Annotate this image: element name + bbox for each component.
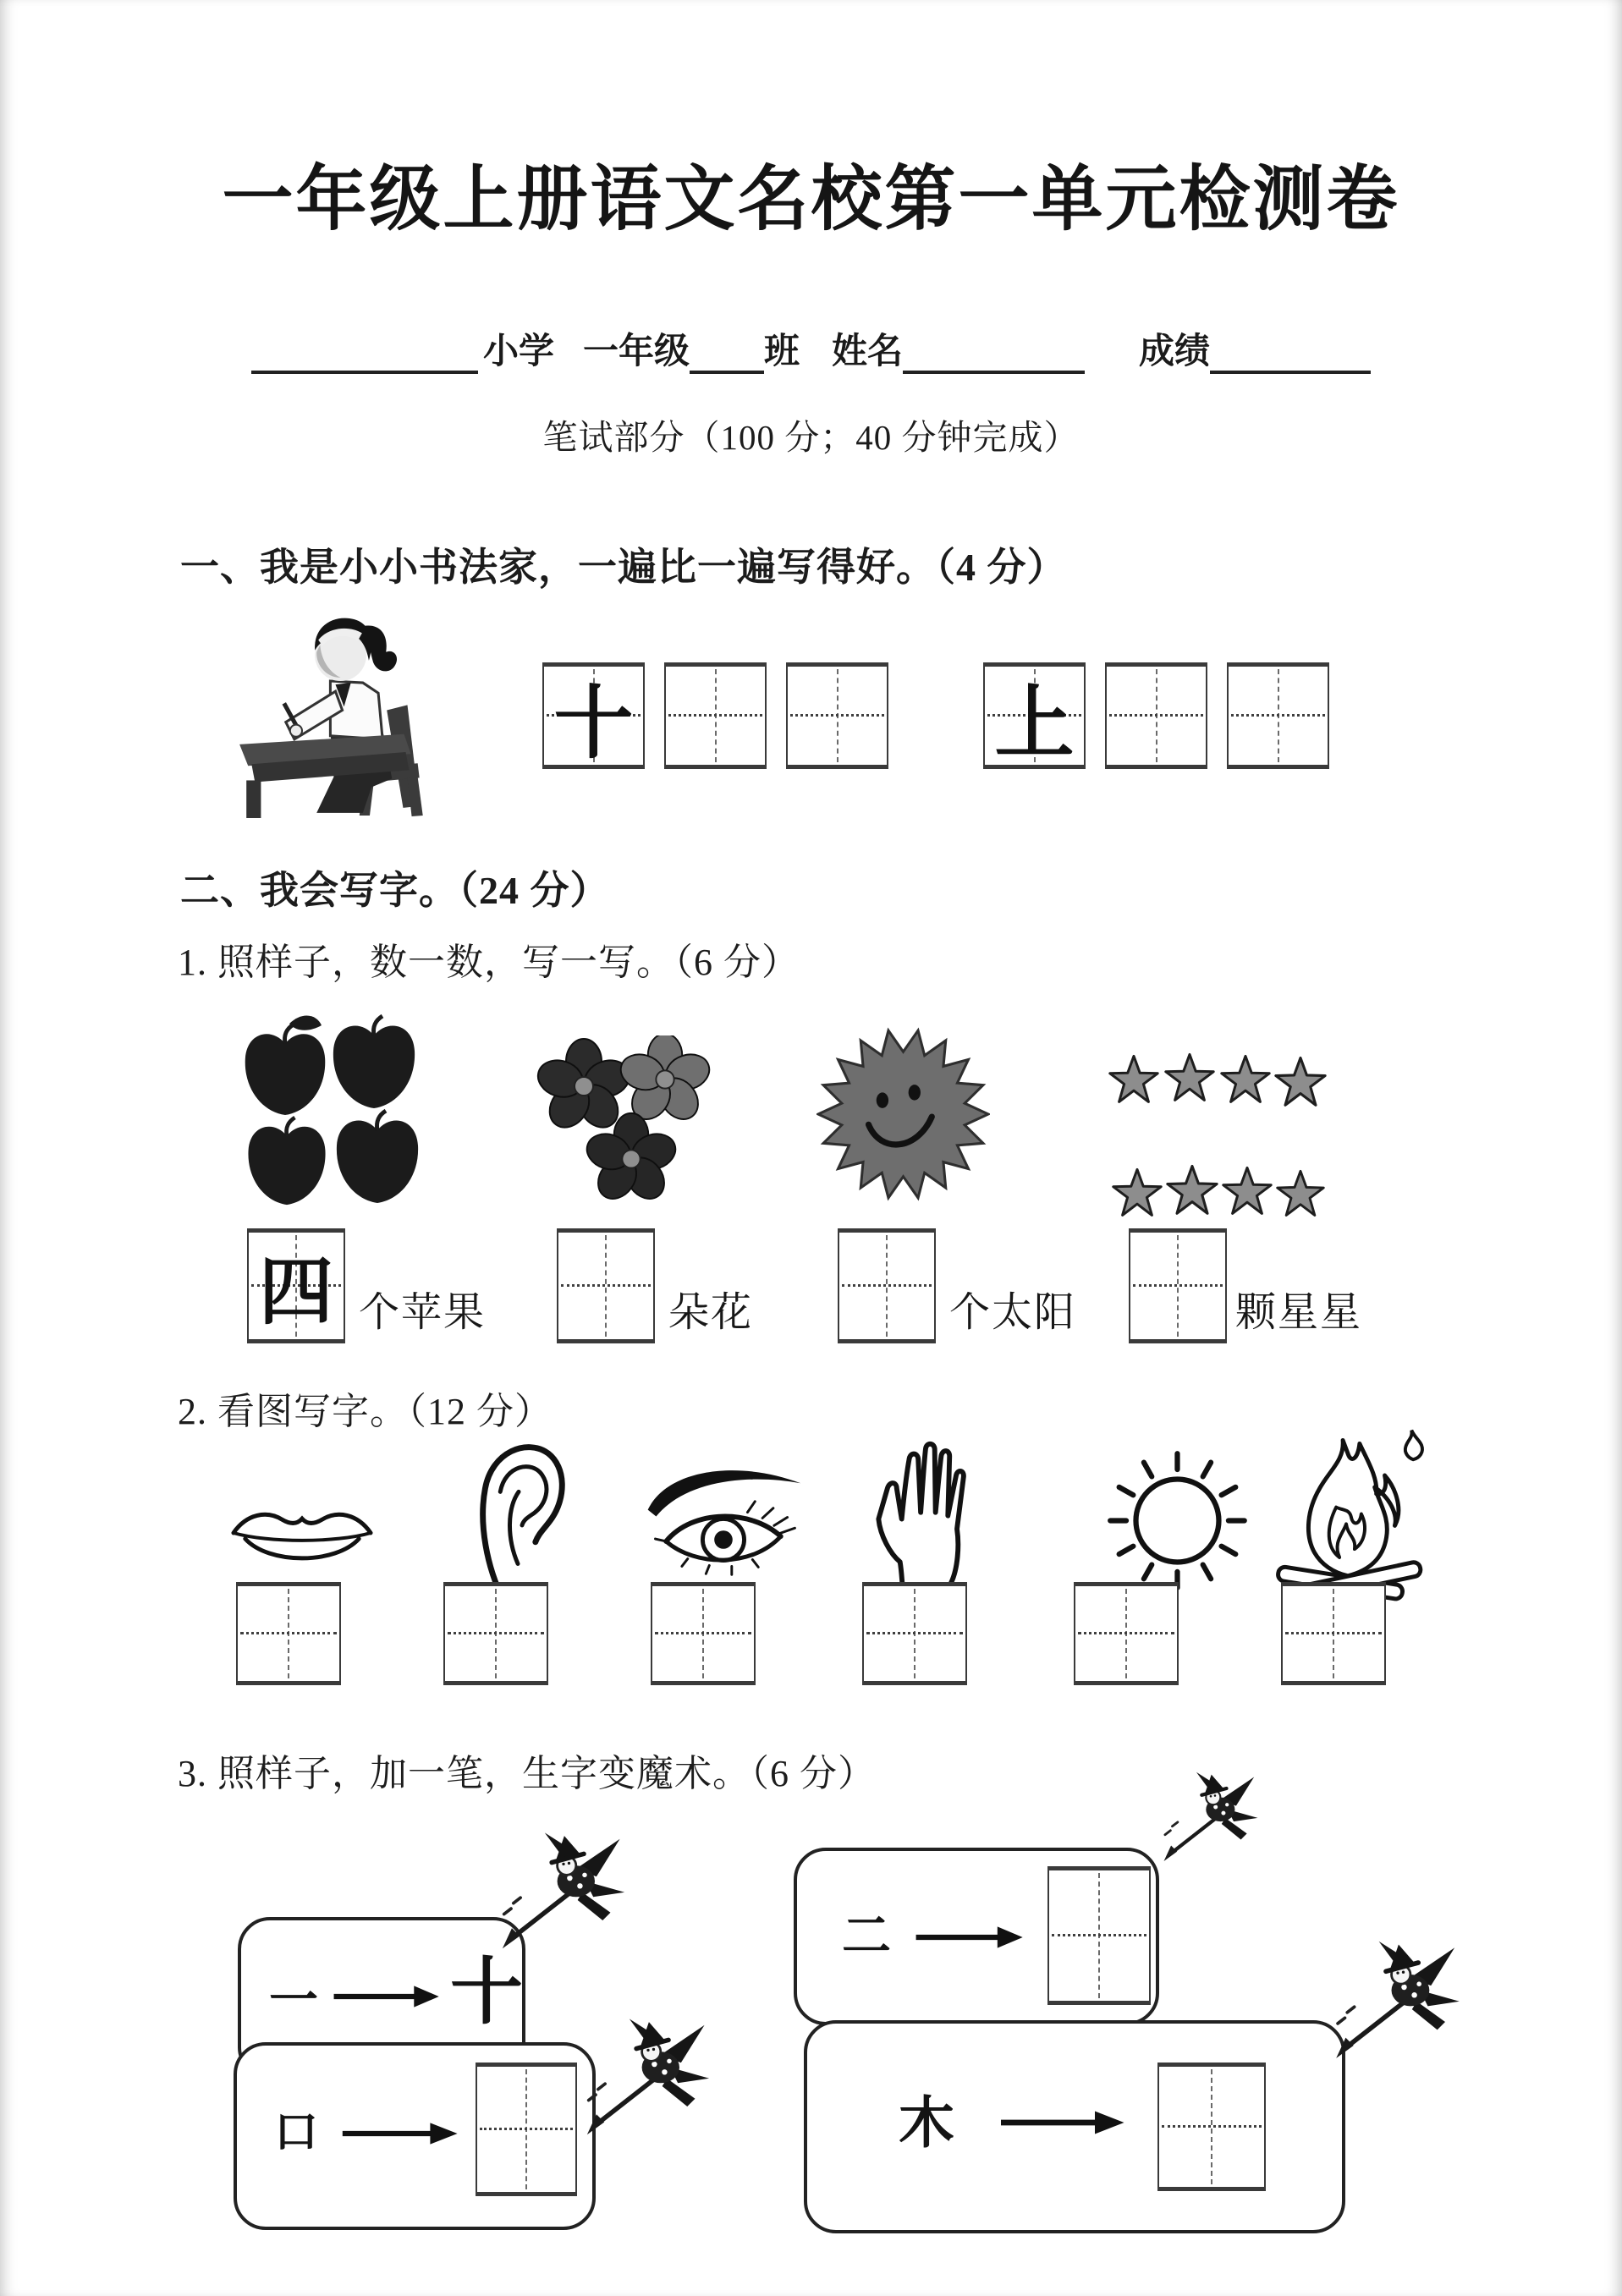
- practice-grid-empty: [786, 662, 888, 769]
- item1-heading: 1. 照样子，数一数，写一写。（6 分）: [178, 942, 800, 983]
- smiling-sun-image: [816, 1008, 990, 1220]
- answer-grid-sun: [838, 1228, 936, 1343]
- arrow-icon: [340, 2122, 459, 2145]
- witch-on-broom-icon: [1333, 1927, 1462, 2069]
- flowers-unit-label: 朵花: [668, 1290, 754, 1335]
- eight-stars-image: [1108, 1047, 1327, 1232]
- practice-grid-shi-example: [542, 662, 645, 769]
- stars-unit-label: 颗星星: [1235, 1290, 1363, 1335]
- class-label: 班: [763, 331, 800, 371]
- apples-unit-label: 个苹果: [359, 1290, 487, 1335]
- char-yi: 一: [269, 1973, 319, 2028]
- name-blank: [903, 330, 1085, 374]
- answer-grid-apples: [247, 1228, 345, 1343]
- sun-unit-label: 个太阳: [949, 1290, 1077, 1335]
- name-label: 姓名: [832, 331, 904, 371]
- char-shi-answer: 十: [450, 1952, 523, 2033]
- girl-writing-illustration: [234, 609, 441, 819]
- answer-grid-stars: [1129, 1228, 1227, 1343]
- ear-image: [462, 1436, 579, 1604]
- write-grid-sun: [1074, 1582, 1179, 1685]
- witch-on-broom-icon: [1161, 1761, 1261, 1870]
- eye-image: [636, 1448, 810, 1585]
- hand-image: [861, 1436, 987, 1606]
- four-apples-image: [239, 1007, 429, 1217]
- class-blank: [690, 330, 764, 374]
- char-er: 二: [842, 1909, 892, 1964]
- section2-heading: 二、我会写字。（24 分）: [180, 869, 610, 912]
- write-grid-hand: [862, 1582, 967, 1685]
- grade-label: 一年级: [582, 331, 690, 371]
- item3-heading: 3. 照样子，加一笔，生字变魔术。（6 分）: [178, 1753, 876, 1794]
- score-blank: [1210, 330, 1371, 374]
- practice-grid-empty: [1105, 662, 1207, 769]
- example-char-four: 四: [258, 1252, 333, 1334]
- write-grid-ear: [443, 1582, 548, 1685]
- example-char-shang: 上: [994, 679, 1075, 768]
- magic-answer-grid-er: [1047, 1866, 1151, 2005]
- char-kou: 口: [274, 2109, 319, 2157]
- campfire-image: [1271, 1426, 1430, 1607]
- section1-heading: 一、我是小小书法家，一遍比一遍写得好。（4 分）: [180, 546, 1067, 589]
- school-blank: [251, 330, 478, 374]
- example-char-shi: 十: [553, 679, 634, 768]
- answer-grid-flowers: [557, 1228, 655, 1343]
- lips-image: [227, 1491, 377, 1572]
- item2-heading: 2. 看图写字。（12 分）: [178, 1391, 553, 1432]
- score-label: 成绩: [1139, 331, 1211, 371]
- witch-on-broom-icon: [501, 1812, 626, 1966]
- arrow-icon: [998, 2110, 1125, 2135]
- write-grid-eye: [651, 1582, 756, 1685]
- write-grid-fire: [1281, 1582, 1386, 1685]
- sun-outline-image: [1105, 1448, 1251, 1594]
- student-info-line: [0, 323, 1622, 374]
- char-mu: 木: [899, 2093, 954, 2155]
- magic-answer-grid-kou: [476, 2063, 577, 2196]
- exam-subtitle: 笔试部分（100 分；40 分钟完成）: [542, 418, 1080, 457]
- page-title: 一年级上册语文名校第一单元检测卷: [222, 159, 1400, 239]
- arrow-icon: [332, 1985, 440, 2008]
- three-flowers-image: [533, 1035, 715, 1209]
- write-grid-lips: [236, 1582, 341, 1685]
- magic-answer-grid-mu: [1157, 2063, 1266, 2191]
- practice-grid-shang-example: [983, 662, 1086, 769]
- school-label: 小学: [482, 331, 554, 371]
- arrow-icon: [914, 1925, 1024, 1949]
- witch-on-broom-icon: [586, 1998, 711, 2152]
- practice-grid-empty: [1227, 662, 1329, 769]
- practice-grid-empty: [664, 662, 767, 769]
